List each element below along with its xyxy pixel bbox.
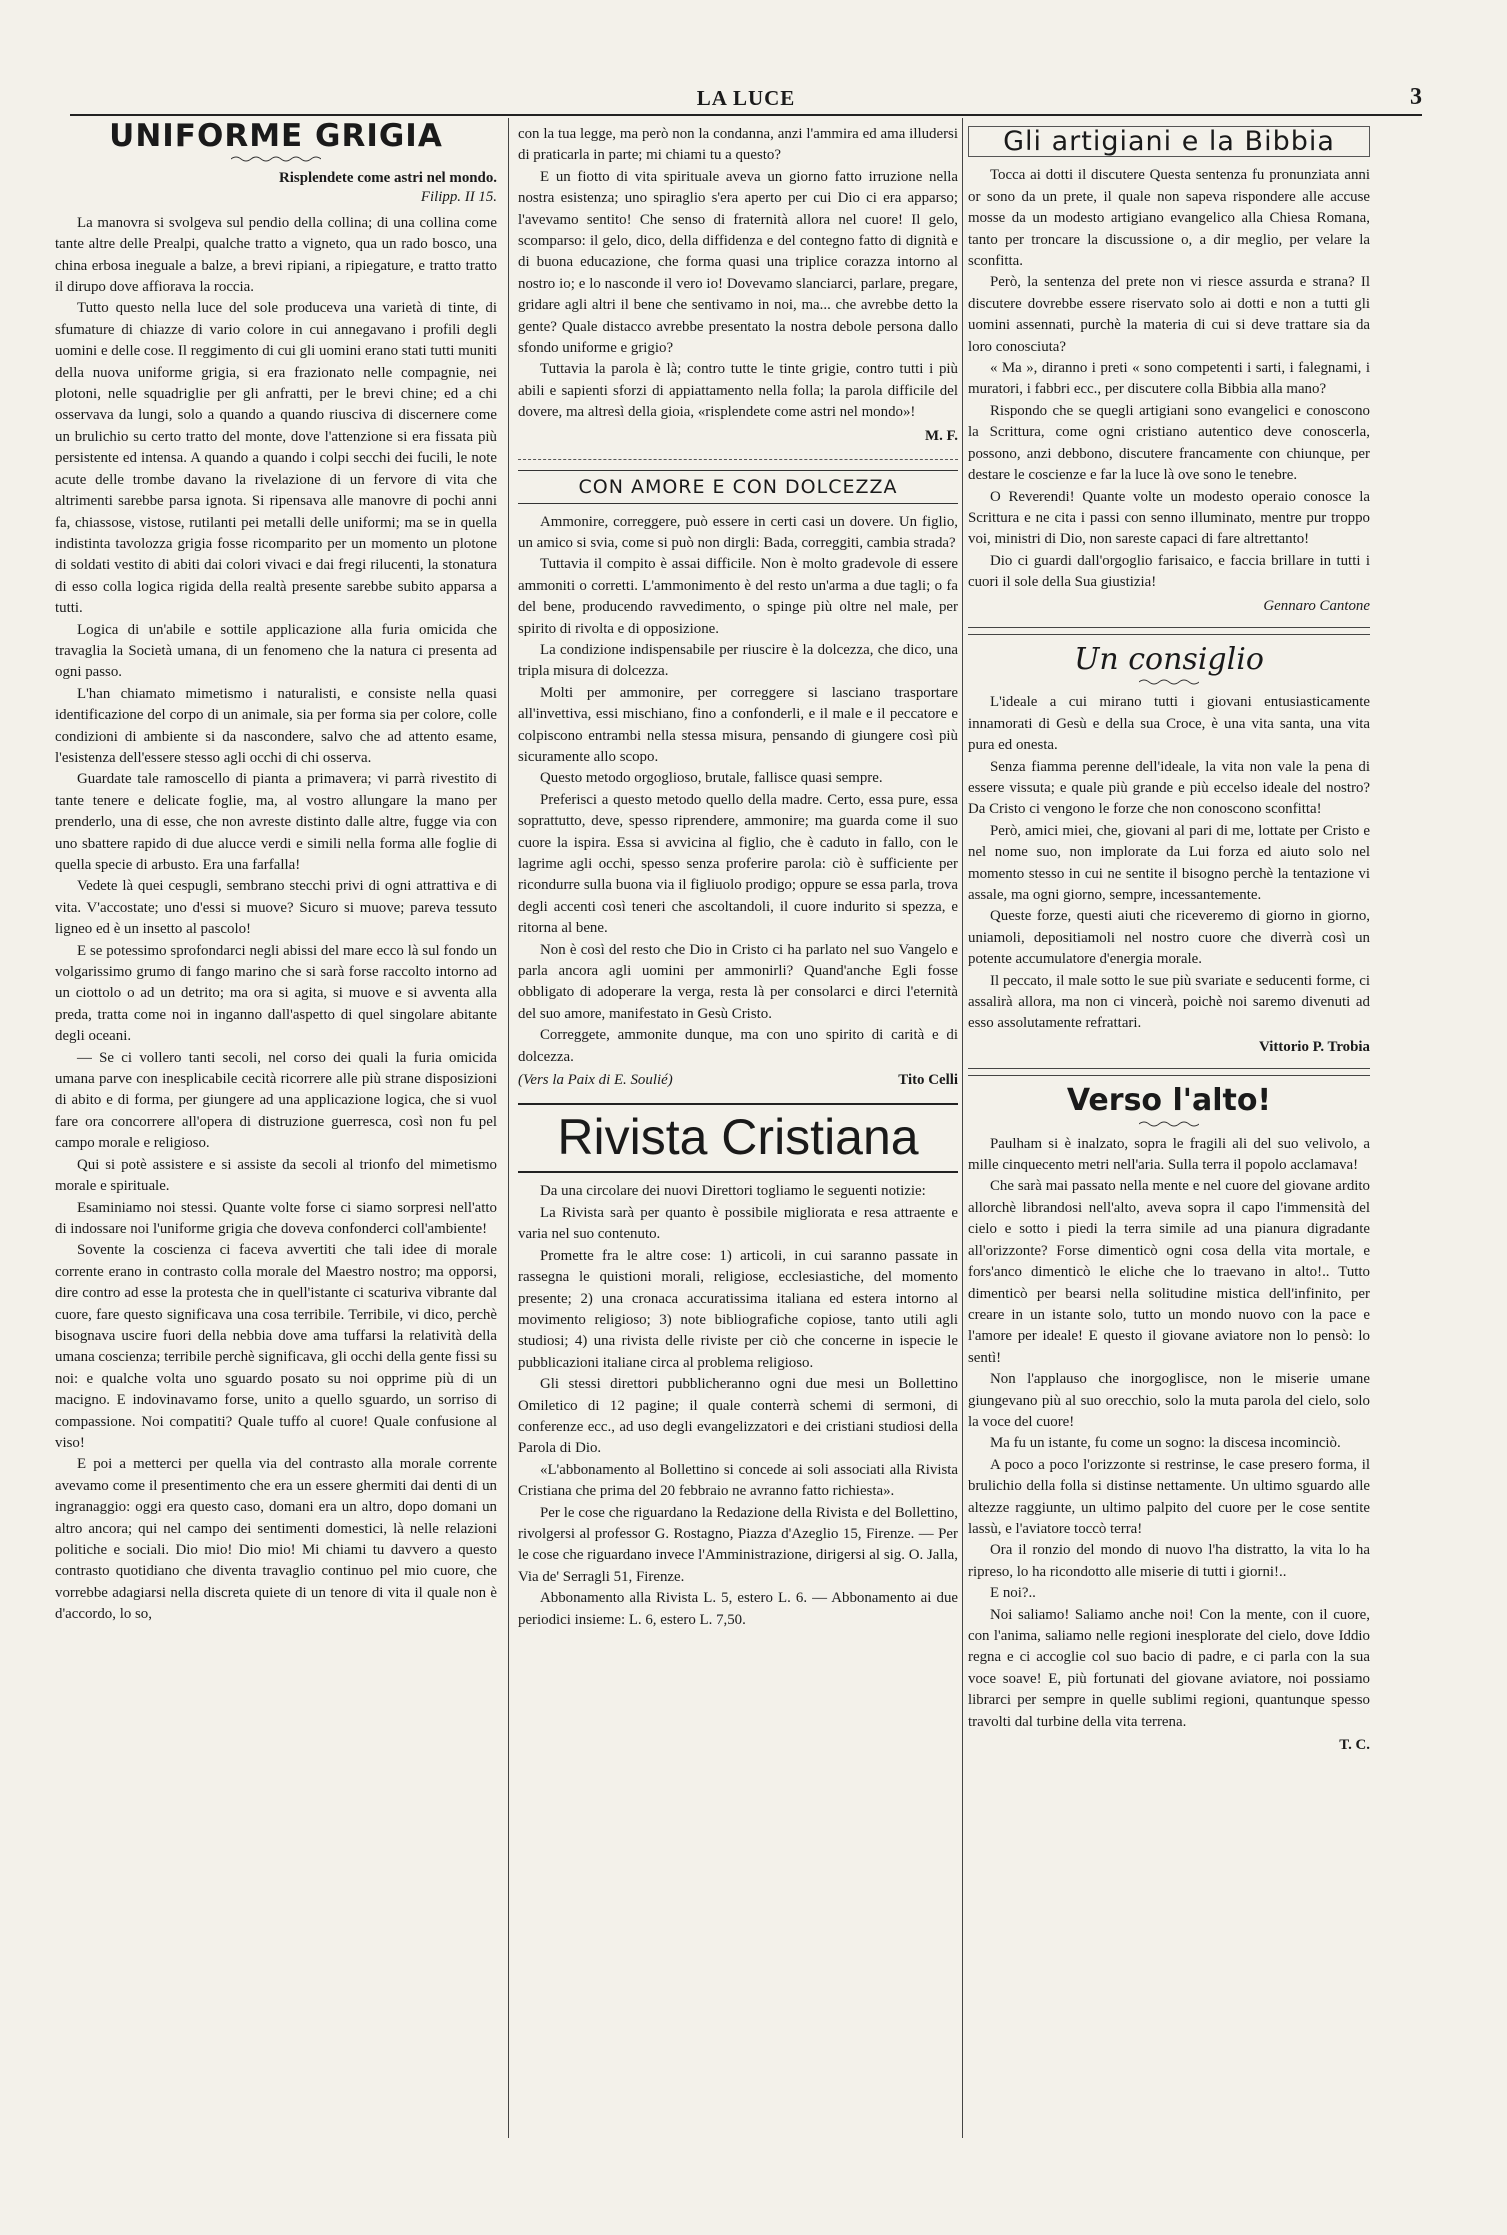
paragraph: Queste forze, questi aiuti che riceveremo di giorno in giorno, uniamoli, depositiamoli nel nostro cuore che diverrà così un potente accumulatore d'energia morale. — [968, 908, 1370, 968]
article-author: Tito Celli — [898, 1072, 958, 1089]
section-separator — [518, 459, 958, 460]
column-left — [55, 118, 497, 1626]
paragraph: Questo metodo orgoglioso, brutale, fallisce quasi sempre. — [540, 770, 883, 787]
paragraph: O Reverendi! Quante volte un modesto operaio conosce la Scrittura e ne cita i passi con senno illuminato, mentre pur troppo voi, ministri di Dio, non sareste capaci di fare altrettanto! — [968, 488, 1370, 548]
article-source: (Vers la Paix di E. Soulié) — [518, 1072, 673, 1089]
paragraph: Gli stessi direttori pubblicheranno ogni due mesi un Bollettino Omiletico di 12 pagine; il quale conterrà schemi di sermoni, di conferenze ecc., ad uso degli evangelizzatori e dei cristiani studiosi della Parola di Dio. — [518, 1376, 958, 1457]
newspaper-title: LA LUCE — [696, 86, 796, 110]
column-right — [968, 124, 1370, 1756]
epigraph: Risplendete come astri nel mondo. — [279, 170, 497, 187]
paragraph: Promette fra le altre cose: 1) articoli, in cui saranno passate in rassegna le quistioni morali, religiose, ecclesiastiche, del momento presente; 2) una cronaca accuratissima italiana ed estera intorno al movimento religioso; 3) note bibliografiche copiose, tanto utili agli studiosi; 4) una rivista delle riviste per ciò che concerne in ispecie le pubblicazioni italiane circa al problema religioso. — [518, 1247, 958, 1371]
paragraph: «L'abbonamento al Bollettino si concede ai soli associati alla Rivista Cristiana che prima del 20 febbraio ne avranno fatto richiesta». — [518, 1461, 958, 1500]
paragraph: Preferisci a questo metodo quello della madre. Certo, essa pure, essa soprattutto, deve, spesso riprendere, ammonire; ma guarda come il suo cuore la ispira. Essa si avvicina al figlio, che è caduto in fallo, con le lagrime agli occhi, spesso senza proferire parola: ciò è sufficiente per ricondurre sulla buona via il figliuolo prodigo; oppure se essa parla, trova degli accenti così teneri che ascoltandoli, il cuore indurito si spezza, e ritorna al bene. — [518, 791, 958, 937]
paragraph: Correggete, ammonite dunque, ma con uno spirito di carità e di dolcezza. — [518, 1027, 958, 1065]
paragraph: L'han chiamato mimetismo i naturalisti, e consiste nella quasi identificazione del corpo di un animale, sia per forma sia per colore, colle condizioni di ambiente si da nascondere, salvo che ad attento esame, l'esistenza dell'essere stesso agli occhi di chi osserva. — [55, 685, 497, 766]
paragraph: Qui si potè assistere e si assiste da secoli al trionfo del mimetismo morale e spirituale. — [55, 1156, 497, 1195]
article-title-artigiani: Gli artigiani e la Bibbia — [968, 126, 1370, 157]
paragraph: Rispondo che se quegli artigiani sono evangelici e conoscono la Scrittura, come ogni cristiano autentico deve conoscerla, possono, anzi debbono, discutere francamente con chiunque, per destare le coscienze e far la luce là ove sono le tenebre. — [968, 402, 1370, 484]
paragraph: Paulham si è inalzato, sopra le fragili ali del suo velivolo, a mille cinquecento metri nell'aria. Sulla terra il popolo acclamava! — [968, 1135, 1370, 1174]
page-number: 3 — [1410, 84, 1422, 110]
article-signature: M. F. — [925, 427, 958, 444]
wave-ornament-icon — [231, 155, 321, 163]
article-title-con-amore: CON AMORE E CON DOLCEZZA — [518, 470, 958, 503]
paragraph: Esaminiamo noi stessi. Quante volte forse ci siamo sorpresi nell'atto di indossare noi l'uniforme grigia che doveva confonderci coll'ambiente! — [55, 1199, 497, 1237]
paragraph: Tocca ai dotti il discutere Questa sentenza fu pronunziata anni or sono da un prete, il quale non sapeva rispondere alle accuse mosse da un modesto artigiano evangelico alla Chiesa Romana, tanto per troncare la discussione o, a dir meglio, per velare la sconfitta. — [968, 167, 1370, 270]
column-divider-2 — [962, 118, 963, 2138]
column-divider-1 — [508, 118, 509, 2138]
paragraph: E poi a metterci per quella via del contrasto alla morale corrente avevamo come il presentimento che era un essere ghermiti dai denti di un ingranaggio: oggi era questo caso, domani era un altro, dopo domani un altro ancora; qui nel campo dei sentimenti domestici, là nelle relazioni politiche e sociali. Dio mio! Dio mio! Mi chiami tu davvero a questo contrasto quotidiano che diventa travaglio continuo pel mio cuore, che vorrebbe adagiarsi nella discreta quiete di un tenore di vita il quale non è d'accordo, lo so, — [55, 1456, 497, 1623]
paragraph: Guardate tale ramoscello di pianta a primavera; vi parrà rivestito di tante tenere e delicate foglie, ma, al vostro allungare la mano per prenderlo, una di esse, che non avreste distinto dalle altre, fugge via con uno sbattere rapido di due alucce verdi e simili nella forma alle foglie di quella specie di arbusto. Era una farfalla! — [55, 771, 497, 873]
article-title-un-consiglio: Un consiglio — [1074, 641, 1264, 677]
article-title-verso-l-alto: Verso l'alto! — [1066, 1083, 1272, 1119]
paragraph: La Rivista sarà per quanto è possibile migliorata e resa attraente e varia nel suo contenuto. — [518, 1204, 958, 1243]
paragraph: La condizione indispensabile per riuscire è la dolcezza, che dico, una tripla misura di dolcezza. — [518, 641, 958, 680]
paragraph: Logica di un'abile e sottile applicazione alla furia omicida che travaglia la Società umana, di un fenomeno che la natura ci presenta ad ogni passo. — [55, 621, 497, 681]
article-title-rivista-cristiana: Rivista Cristiana — [518, 1103, 958, 1173]
wave-ornament-icon — [1139, 678, 1199, 686]
section-separator — [968, 627, 1370, 635]
paragraph: Però, la sentenza del prete non vi riesce assurda e strana? Il discutere dovrebbe essere riservato solo ai dotti e non a tutti gli uomini assennati, purchè la materia di cui si deve trattare sia da loro conosciuta? — [968, 274, 1370, 355]
epigraph-reference: Filipp. II 15. — [420, 189, 497, 206]
article-author: T. C. — [1339, 1737, 1370, 1754]
paragraph: Per le cose che riguardano la Redazione della Rivista e del Bollettino, rivolgersi al professor G. Rostagno, Piazza d'Azeglio 15, Firenze. — Per le cose che riguardano invece l'Amministrazione, dirigersi al sig. O. Jalla, Via de' Serragli 51, Firenze. — [518, 1504, 958, 1585]
paragraph: Tuttavia il compito è assai difficile. Non è molto gradevole di essere ammoniti o corretti. L'ammonimento è del resto un'arma a due tagli; o fa del bene, producendo ravvedimento, o spinge più oltre nel male, per spirito di rivolta e di opposizione. — [518, 556, 958, 637]
paragraph: E un fiotto di vita spirituale aveva un giorno fatto irruzione nella nostra esistenza; uno spiraglio s'era aperto per cui Dio ci era apparso; l'avevamo sentito! Che senso di fraternità allora nel cuore! Il gelo, scomparso: il gelo, dico, della diffidenza e del contegno fatto di dignità e di buona educazione, che forma quasi una triplice corazza intorno al nostro io; e lo nasconde il vero io! Dovevamo slanciarci, parlare, pregare, gridare agli altri il bene che sentivamo in noi, ma... che avrebbe detto la gente? Quale distacco avrebbe presentato la nostra debole persona dallo sfondo uniforme e grigio? — [518, 168, 958, 357]
paragraph: Ammonire, correggere, può essere in certi casi un dovere. Un figlio, un amico si svia, come si può non dirgli: Bada, correggiti, cambia strada? — [518, 513, 958, 551]
paragraph: Il peccato, il male sotto le sue più svariate e seducenti forme, ci assalirà allora, ma non ci vincerà, poichè noi saremo divenuti ad esso assolutamente refrattari. — [968, 972, 1370, 1032]
header-rule — [70, 114, 1422, 116]
paragraph: Senza fiamma perenne dell'ideale, la vita non vale la pena di essere vissuta; e quale più grande e più eccelso ideale del nostro? Da Cristo ci vengono le forze che non conoscono sconfitta! — [968, 758, 1370, 818]
paragraph: Ora il ronzio del mondo di nuovo l'ha distratto, la vita lo ha ripreso, lo ha ricondotto alle miserie di tutti i giorni!.. — [968, 1542, 1370, 1580]
paragraph: Dio ci guardi dall'orgoglio farisaico, e faccia brillare in tutti i cuori il sole della Sua giustizia! — [968, 552, 1370, 591]
paragraph: Ma fu un istante, fu come un sogno: la discesa incominciò. — [990, 1435, 1341, 1452]
paragraph: Vedete là quei cespugli, sembrano stecchi privi di ogni attrattiva e di vita. V'accostate; uno d'essi si muove? Sicuro si muove; pareva tessuto ligneo ed è un insetto al pascolo! — [55, 878, 497, 938]
column-middle — [518, 124, 958, 1631]
paragraph: Non l'applauso che inorgoglisce, non le miserie umane giungevano più al suo orecchio, solo la muta parola del cielo, solo la voce del cuore! — [968, 1371, 1370, 1430]
paragraph: Abbonamento alla Rivista L. 5, estero L. 6. — Abbonamento ai due periodici insieme: L. 6, estero L. 7,50. — [518, 1590, 958, 1628]
paragraph: Non è così del resto che Dio in Cristo ci ha parlato nel suo Vangelo e parla ancora agli uomini per ammonirli? Quand'anche Egli fosse obbligato di adoperare la verga, resta là per consolarci e dirci l'eternità del suo amore, manifestato in Gesù Cristo. — [518, 941, 958, 1022]
paragraph: Noi saliamo! Saliamo anche noi! Con la mente, con il cuore, con l'anima, saliamo nelle regioni inesplorate del cielo, dove Iddio regna e ci accoglie col suo bacio di padre, e ci parla con la sua voce soave! E, più fortunati del giovane aviatore, noi possiamo librarci per sempre in quelle sublimi regioni, quantunque spesso travolti dal turbine della vita terrena. — [968, 1606, 1370, 1730]
page-header — [70, 86, 1422, 112]
article-title-uniforme-grigia: UNIFORME GRIGIA — [109, 118, 443, 154]
paragraph: con la tua legge, ma però non la condanna, anzi l'ammira ed ama illudersi di praticarla in parte; mi chiami tu a questo? — [518, 126, 958, 164]
section-separator — [968, 1068, 1370, 1076]
paragraph: Che sarà mai passato nella mente e nel cuore del giovane ardito allorchè librandosi nell'alto, aveva sopra il capo l'immensità del cielo e sotto i piedi la terra simile ad una pianura digradante all'orizzonte? Forse dimenticò ogni cosa della vita mortale, e fors'anco dimenticò le eliche che lo traevano in alto!.. Tutto dimenticò per bearsi nella solitudine mistica dell'infinito, per creare in un istante solo, tutto un mondo nuovo con la pace e l'amore per ideale! E questo il giovane aviatore non lo pensò: lo sentì! — [968, 1178, 1370, 1366]
paragraph: Però, amici miei, che, giovani al pari di me, lottate per Cristo e nel nome suo, non implorate da Lui forza ed aiuto solo nel momento stesso in cui ne sentite il bisogno perchè la tentazione vi assale, ma ogni giorno, sempre, incessantemente. — [968, 822, 1370, 903]
paragraph: A poco a poco l'orizzonte si restrinse, le case presero forma, il brulichio della folla si distinse nettamente. Un ultimo sguardo alle altezze raggiunte, un ultimo palpito del cuore per le cose sentite lassù, e l'aviatore toccò terra! — [968, 1456, 1370, 1537]
paragraph: Tutto questo nella luce del sole produceva una varietà di tinte, di sfumature di chiazze di vario colore in cui annegavano i profili degli uomini e delle cose. Il reggimento di cui gli uomini erano stati tutti muniti della nuova uniforme grigia, si era frazionato nelle compagnie, nei plotoni, nelle squadriglie per gli anfratti, per le brevi chine; ed a chi osservava da lungi, solo a quando a quando riusciva di discernere come un brulichio su certo tratto del monte, dove l'attenzione si era fissata più persistente ed intensa. A quando a quando i colpi secchi dei fucili, le note acute delle trombe davano la rivelazione di un fervore di vita che altrimenti sarebbe parsa ignota. Si ripensava alle manovre di pochi anni fa, chiassose, vistose, rutilanti pei metalli delle uniformi; ma se in quella indistinta tavolozza grigia fosse ricomparito per un momento un plotone di soldati vestito di abiti dai colori vivaci e dai fregi rilucenti, la stonatura di esso colla logica rigida della realtà presente sarebbe subito apparsa a tutti. — [55, 300, 497, 617]
paragraph: L'ideale a cui mirano tutti i giovani entusiasticamente innamorati di Gesù e della sua Croce, è una vita santa, una vita pura ed onesta. — [968, 694, 1370, 754]
article-credit-line — [518, 1070, 958, 1091]
paragraph: La manovra si svolgeva sul pendio della collina; di una collina come tante altre delle Prealpi, qualche tratto a vigneto, qua un rado bosco, una china erbosa ineguale a balze, a brevi ripiani, a ripiegature, e tratto tratto il dirupo dove affiorava la roccia. — [55, 214, 497, 296]
paragraph: Da una circolare dei nuovi Direttori togliamo le seguenti notizie: — [540, 1183, 926, 1200]
article-author: Gennaro Cantone — [1263, 597, 1370, 614]
paragraph: — Se ci vollero tanti secoli, nel corso dei quali la furia omicida umana parve con inesplicabile cecità ricorrere alle più strane disposizioni di abito e di forma, per giungere ad una applicazione logica, che si vuol fare ora concorrere all'opera di distruzione guerresca, così non fu pel campo morale e religioso. — [55, 1049, 497, 1152]
paragraph: E se potessimo sprofondarci negli abissi del mare ecco là sul fondo un volgarissimo grumo di fango marino che si sarà forse raccolto intorno ad un ciottolo o ad un detrito; ma ora si agita, si muove e si avventa alla preda, tratta come noi in inganno dall'aspetto di quel singolare abitante degli oceani. — [55, 942, 497, 1045]
paragraph: « Ma », diranno i preti « sono competenti i sarti, i falegnami, i muratori, i fabbri ecc., per discutere colla Bibbia alla mano? — [968, 360, 1370, 398]
paragraph: Tuttavia la parola è là; contro tutte le tinte grigie, contro tutti i più abili e sapienti sforzi di appiattamento nella folla; la parola difficile del dovere, ma altresì della gioia, «risplendete come astri nel mondo»! — [518, 361, 958, 421]
paragraph: E noi?.. — [990, 1585, 1036, 1602]
paragraph: Molti per ammonire, per correggere si lasciano trasportare all'invettiva, essi mischiano, fino a confonderli, e il male e il peccatore e colpiscono entrambi nella stessa misura, pensando di giungere così più sicuramente allo scopo. — [518, 684, 958, 765]
wave-ornament-icon — [1139, 1120, 1199, 1128]
paragraph: Sovente la coscienza ci faceva avvertiti che tali idee di morale corrente erano in contrasto colla morale del Maestro nostro; ma opporsi, dire contro ad esse la protesta che in quell'istante ci scaturiva vibrante dal cuore, fare questo significava una cosa terribile. Terribile, vi dico, perchè bisognava uscire fuori della nebbia dove ama tuffarsi la relatività della umana coscienza; terribile perchè significava, gli occhi della gente fissi su noi: e qualche volta uno sguardo posato su noi opprime più di un macigno. E indovinavamo forse, unito a quello sguardo, un sorriso di compassione. Noi compatiti? Quale tuffo al cuore! Quale confusione al viso! — [55, 1242, 497, 1451]
article-author: Vittorio P. Trobia — [1259, 1038, 1370, 1055]
